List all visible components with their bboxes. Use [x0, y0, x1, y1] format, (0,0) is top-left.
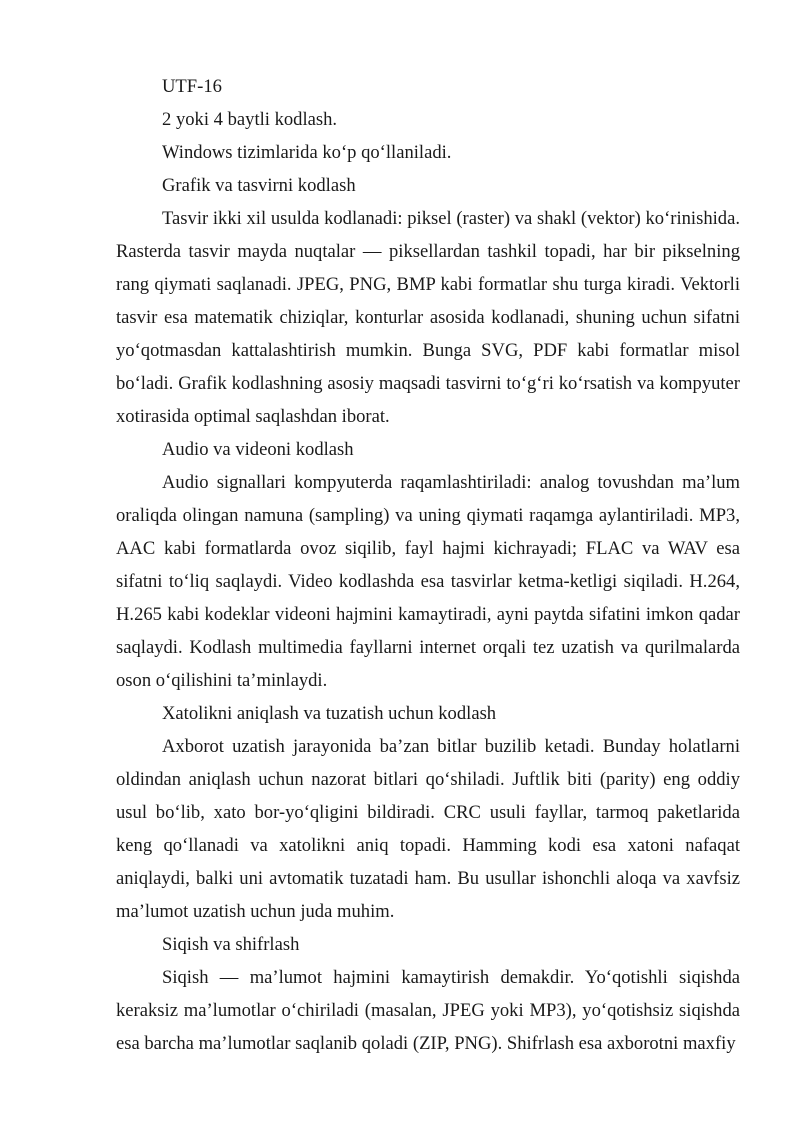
text-utf16-bytes: 2 yoki 4 baytli kodlash.: [162, 109, 338, 130]
paragraph-graphics: Tasvir ikki xil usulda kodlanadi: piksel (raster) va shakl (vektor) ko‘rinishida. Rasterda tasvir mayda nuqtalar — piksellardan tashkil topadi, har bir pikselning rang qiymati saqlanadi. JPEG, PNG, BMP kabi formatlar shu turga kiradi. Vektorli tasvir esa matematik chiziqlar, konturlar asosida kodlanadi, shuning uchun sifatni yo‘qotmasdan kattalashtirish mumkin. Bunga SVG, PDF kabi formatlar misol bo‘ladi. Grafik kodlashning asosiy maqsadi tasvirni to‘g‘ri ko‘rsatish va kompyuter xotirasida optimal saqlashdan iborat.: [116, 208, 740, 427]
text-utf16-usage: Windows tizimlarida ko‘p qo‘llaniladi.: [162, 142, 452, 163]
document-page: [116, 70, 740, 1060]
paragraph-compression: Siqish — ma’lumot hajmini kamaytirish demakdir. Yo‘qotishli siqishda keraksiz ma’lumotlar o‘chiriladi (masalan, JPEG yoki MP3), yo‘qotishsiz siqishda esa barcha ma’lumotlar saqlanib qoladi (ZIP, PNG). Shifrlash esa axborotni maxfiy: [116, 967, 740, 1054]
paragraph-error-coding: Axborot uzatish jarayonida ba’zan bitlar buzilib ketadi. Bunday holatlarni oldindan aniqlash uchun nazorat bitlari qo‘shiladi. Juftlik biti (parity) eng oddiy usul bo‘lib, xato bor-yo‘qligini bildiradi. CRC usuli fayllar, tarmoq paketlarida keng qo‘llanadi va xatolikni aniq topadi. Hamming kodi esa xatoni nafaqat aniqlaydi, balki uni avtomatik tuzatadi ham. Bu usullar ishonchli aloqa va xavfsiz ma’lumot uzatish uchun juda muhim.: [116, 736, 740, 922]
paragraph-audio-video: Audio signallari kompyuterda raqamlashtiriladi: analog tovushdan ma’lum oraliqda olingan namuna (sampling) va uning qiymati raqamga aylantiriladi. MP3, AAC kabi formatlarda ovoz siqilib, fayl hajmi kichrayadi; FLAC va WAV esa sifatni to‘liq saqlaydi. Video kodlashda esa tasvirlar ketma-ketligi siqiladi. H.264, H.265 kabi kodeklar videoni hajmini kamaytiradi, ayni paytda sifatini imkon qadar saqlaydi. Kodlash multimedia fayllarni internet orqali tez uzatish va qurilmalarda oson o‘qilishini ta’minlaydi.: [116, 472, 740, 691]
heading-compression: Siqish va shifrlash: [162, 934, 300, 955]
heading-graphics: Grafik va tasvirni kodlash: [162, 175, 356, 196]
heading-utf16: UTF-16: [162, 76, 222, 97]
heading-error-coding: Xatolikni aniqlash va tuzatish uchun kodlash: [162, 703, 497, 724]
heading-audio-video: Audio va videoni kodlash: [162, 439, 354, 460]
